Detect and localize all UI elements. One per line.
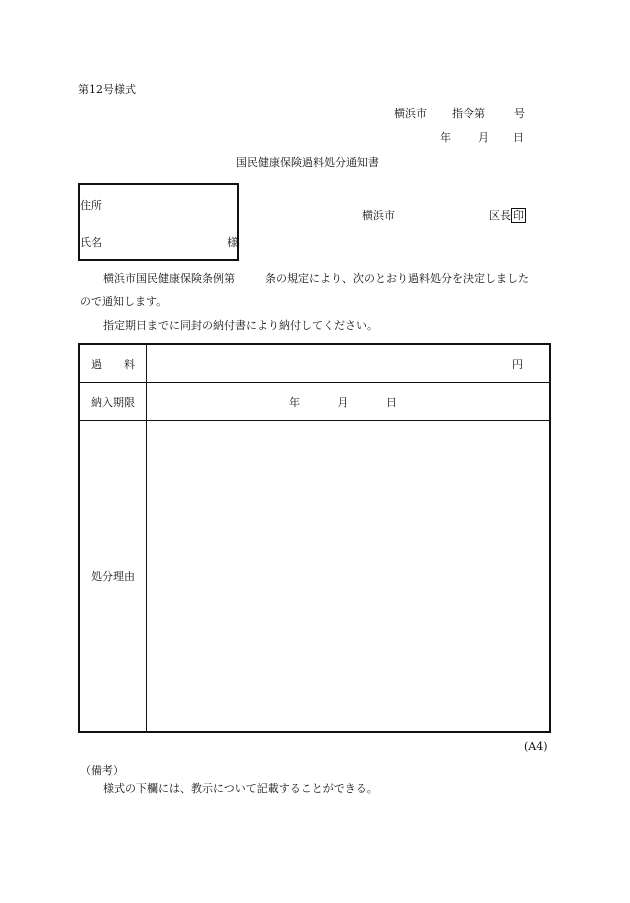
sender-ward-head xyxy=(489,208,526,223)
deadline-row xyxy=(79,383,550,421)
deadline-cell xyxy=(147,383,551,421)
issue-number-suffix: 号 xyxy=(514,107,525,120)
reason-cell xyxy=(147,421,551,733)
fine-label: 過 料 xyxy=(79,344,147,383)
notice-table xyxy=(78,343,551,733)
paragraph2: 指定期日までに同封の納付書により納付してください。 xyxy=(103,319,378,332)
paragraph1-part-c: ので通知します。 xyxy=(80,295,168,308)
addressee-box xyxy=(78,183,239,261)
notes-text: 様式の下欄には、教示について記載することができる。 xyxy=(103,782,378,795)
paragraph1-part-a: 横浜市国民健康保険条例第 xyxy=(103,272,235,285)
issue-date-day: 日 xyxy=(513,131,524,144)
reason-row xyxy=(79,421,550,733)
document-title: 国民健康保険過料処分通知書 xyxy=(236,156,379,169)
deadline-label: 納入期限 xyxy=(79,383,147,421)
fine-unit: 円 xyxy=(512,357,523,371)
name-label: 氏名 xyxy=(80,236,102,249)
deadline-day: 日 xyxy=(386,395,397,409)
paragraph1-part-b: 条の規定により、次のとおり過料処分を決定しました xyxy=(265,272,529,285)
address-label: 住所 xyxy=(80,199,102,212)
issue-date-month: 月 xyxy=(478,131,489,144)
notes-heading: （備考） xyxy=(80,764,124,777)
fine-row xyxy=(79,344,550,383)
deadline-year: 年 xyxy=(289,395,300,409)
deadline-month: 月 xyxy=(337,395,349,409)
issue-number-prefix: 指令第 xyxy=(452,107,485,120)
form-number: 第12号様式 xyxy=(78,83,136,96)
seal-mark: 印 xyxy=(513,209,524,222)
ward-head-label: 区長 xyxy=(489,209,511,222)
sender-city: 横浜市 xyxy=(362,209,395,222)
fine-amount-cell xyxy=(147,344,551,383)
issuer-city: 横浜市 xyxy=(394,107,427,120)
issue-date-year: 年 xyxy=(440,131,451,144)
paper-size: (A4) xyxy=(524,740,548,753)
honorific: 様 xyxy=(227,236,238,249)
reason-label: 処分理由 xyxy=(79,421,147,733)
